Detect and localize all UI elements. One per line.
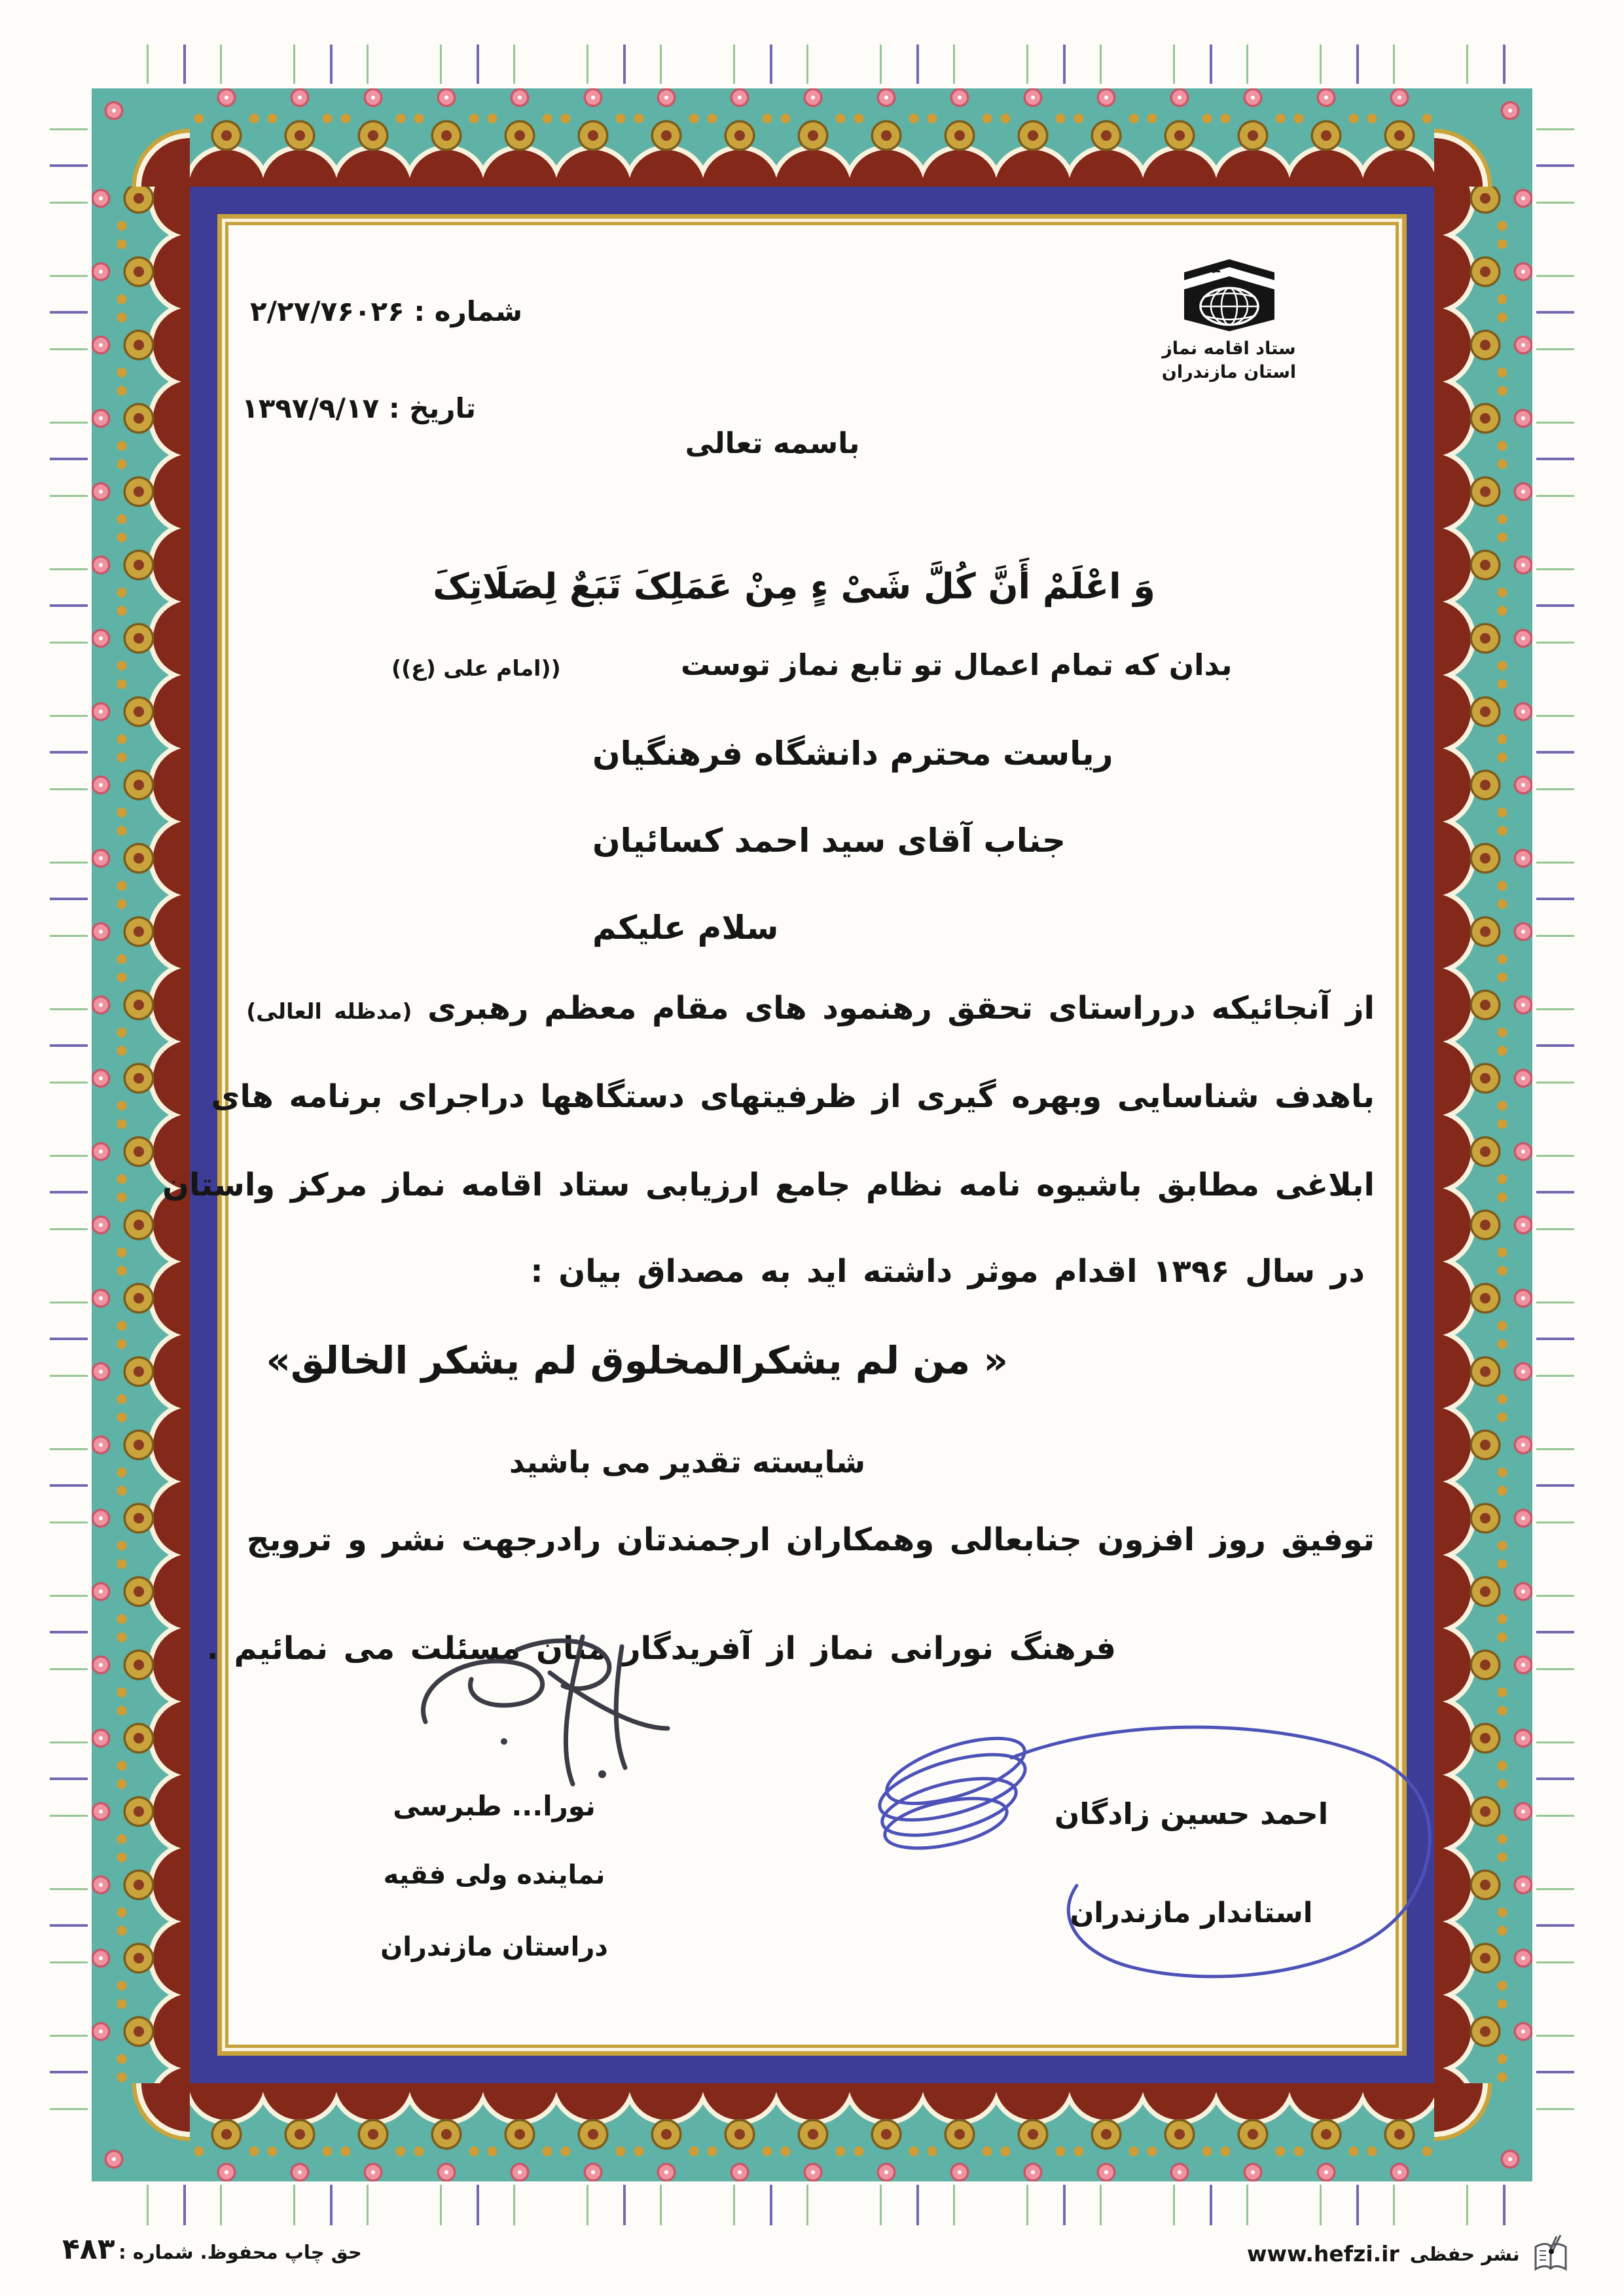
recipient-line1: ریاست محترم دانشگاه فرهنگیان bbox=[592, 735, 1113, 773]
recipient-line2: جناب آقای سید احمد کسائیان bbox=[592, 822, 1066, 860]
ornate-border-bottom bbox=[190, 2083, 1434, 2181]
closing-line1: توفیق روز افزون جنابعالی وهمکاران ارجمندتان رادرجهت نشر و ترویج bbox=[246, 1522, 1375, 1558]
organization-name-line1: ستاد اقامه نماز bbox=[1162, 338, 1296, 359]
document-date bbox=[242, 392, 476, 426]
body-line4: در سال ۱۳۹۶ اقدام موثر داشته اید به مصداق بیان : bbox=[530, 1253, 1365, 1290]
document-number bbox=[250, 295, 522, 329]
gratitude-quote: « من لم یشکرالمخلوق لم یشکر الخالق» bbox=[266, 1338, 1008, 1383]
appreciation-line: شایسته تقدیر می باشید bbox=[509, 1444, 866, 1480]
signer-left-name: نورا... طبرسی bbox=[393, 1790, 596, 1822]
ornate-border-corner-bottom-left bbox=[92, 2083, 190, 2181]
copyright-number: ۴۸۳ bbox=[62, 2232, 115, 2266]
publisher-book-pen-icon bbox=[1530, 2234, 1571, 2274]
signer-left-title-line1: نماینده ولی فقیه bbox=[383, 1860, 605, 1890]
publisher-block bbox=[1247, 2234, 1571, 2274]
hadith-translation: بدان که تمام اعمال تو تابع نماز توست bbox=[681, 647, 1233, 682]
signer-right-title: استاندار مازندران bbox=[1070, 1897, 1313, 1929]
hadith-attribution: ((امام علی (ع)) bbox=[391, 655, 561, 681]
document-date-label: تاریخ : bbox=[388, 392, 476, 424]
body-line1 bbox=[246, 989, 1375, 1028]
ornate-border-left bbox=[92, 88, 190, 2181]
document-number-label: شماره : bbox=[414, 295, 522, 327]
body-line3: ابلاغی مطابق باشیوه نامه نظام جامع ارزیابی ستاد اقامه نماز مرکز واستان bbox=[162, 1167, 1375, 1203]
signer-left-title-line2: دراستان مازندران bbox=[380, 1932, 608, 1962]
ornate-border-top bbox=[190, 88, 1434, 187]
prayer-hq-kaaba-logo-icon bbox=[1176, 257, 1282, 334]
document-date-value: ۱۳۹۷/۹/۱۷ bbox=[242, 392, 380, 424]
recipient-salutation: سلام علیکم bbox=[592, 909, 779, 947]
ornate-border-corner-bottom-right bbox=[1434, 2083, 1532, 2181]
hadith-arabic: وَ اعْلَمْ أَنَّ كُلَّ شَیْ ءٍ مِنْ عَمَلِکَ تَبَعٌ لِصَلَاتِکَ bbox=[433, 566, 1155, 607]
signer-right-name: احمد حسین زادگان bbox=[1054, 1796, 1329, 1831]
organization-name-line2: استان مازندران bbox=[1161, 362, 1297, 383]
body-line1-honorific: (مدظله العالی) bbox=[246, 998, 412, 1024]
sprig-ornaments-top bbox=[111, 45, 1513, 84]
ornate-border-corner-top-left bbox=[92, 88, 190, 187]
ornate-border-corner-top-right bbox=[1434, 88, 1532, 187]
publisher-website: www.hefzi.ir bbox=[1247, 2241, 1399, 2267]
organization-logo-block bbox=[1159, 257, 1299, 385]
closing-line2: فرهنگ نورانی نماز از آفریدگار منان مسئلت می نمائیم . bbox=[206, 1630, 1116, 1667]
body-line1-text: از آنجائیکه درراستای تحقق رهنمود های مقام معظم رهبری bbox=[427, 990, 1375, 1027]
sprig-ornaments-left bbox=[50, 118, 88, 2145]
sprig-ornaments-right bbox=[1536, 118, 1574, 2145]
handwritten-signature-left bbox=[386, 1611, 713, 1807]
document-number-value: ۲/۲۷/۷۶۰۲۶ bbox=[249, 295, 405, 327]
body-line2: باهدف شناسایی وبهره گیری از ظرفیتهای دستگاهها دراجرای برنامه های bbox=[211, 1078, 1375, 1115]
copyright-note bbox=[62, 2231, 362, 2267]
handwritten-signature-right bbox=[857, 1696, 1460, 2016]
copyright-label: حق چاپ محفوظ. شماره : bbox=[118, 2241, 362, 2263]
basmala: باسمه تعالی bbox=[685, 427, 860, 460]
sprig-ornaments-bottom bbox=[111, 2185, 1513, 2225]
publisher-name: نشر حفظی bbox=[1409, 2242, 1520, 2265]
